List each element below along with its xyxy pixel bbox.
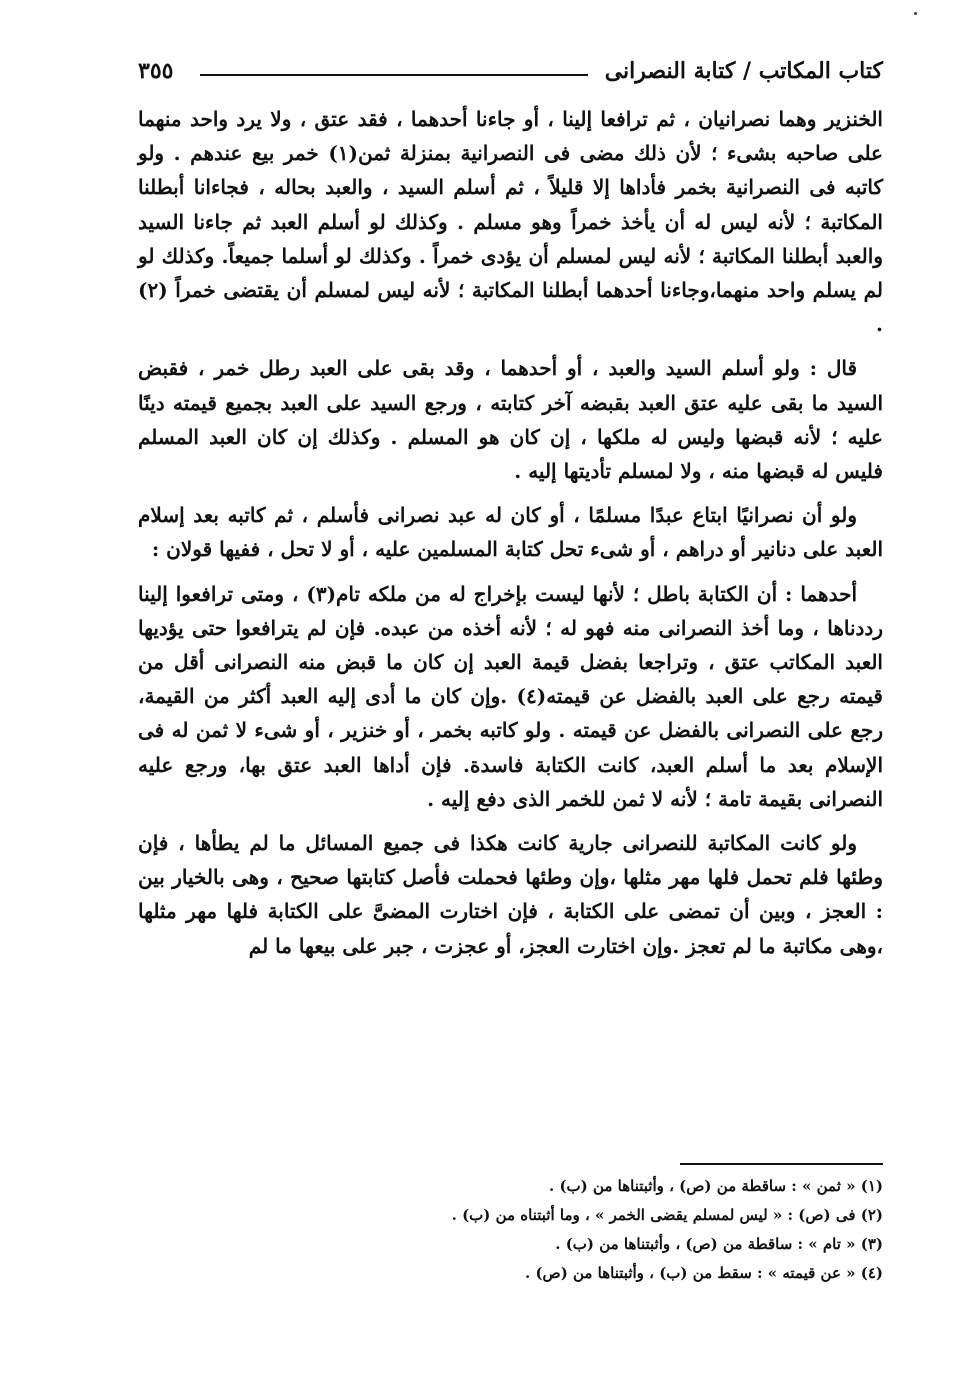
paragraph <box>138 351 883 488</box>
paragraph <box>138 498 883 566</box>
footnote: (٣) « تام » : ساقطة من (ص) ، وأثبتناها من (ب) . <box>555 1235 883 1253</box>
paragraph <box>138 826 883 963</box>
footnote: (١) « ثمن » : ساقطة من (ص) ، وأثبتناها من (ب) . <box>549 1177 883 1195</box>
paragraph-text: : أن الكتابة باطل ؛ لأنها ليست بإخراج له من ملكه تام(٣) ، ومتى ترافعوا إلينا رددناها ، وما أخذ النصرانى منه فهو له ؛ لأنه أخذه من عبده. فإن لم يترافعوا حتى يؤديها العبد المكاتب عتق ، وتراجعا بفضل قيمة العبد إن كان ما قبض منه النصرانى أقل من قيمته رجع على العبد بالفضل عن قيمته(٤) .وإن كان ما أدى إليه العبد أكثر من القيمة، رجع على النصرانى بالفضل عن قيمته . ولو كاتبه بخمر ، أو خنزير ، أو شىء لا ثمن له فى الإسلام بعد ما أسلم العبد، كانت الكتابة فاسدة. فإن أداها العبد عتق بها، ورجع عليه النصرانى بقيمة تامة ؛ لأنه لا ثمن للخمر الذى دفع إليه . <box>138 581 883 811</box>
paragraph-lead: قال <box>826 356 857 381</box>
running-title: كتاب المكاتب / كتابة النصرانى <box>604 58 883 84</box>
footnote-rule <box>680 1163 883 1165</box>
paragraph-text: ولو كانت المكاتبة للنصرانى جارية كانت هكذا فى جميع المسائل ما لم يطأها ، فإن وطئها فلم تحمل فلها مهر مثلها ،وإن وطئها فحملت فأصل كتابتها صحيح ، وهى بالخيار بين : العجز ، وبين أن تمضى على الكتابة ، فإن اختارت المضىَّ على الكتابة فلها مهر مثلها ،وهى مكاتبة ما لم تعجز .وإن اختارت العجز، أو عجزت ، جبر على بيعها ما لم <box>138 831 883 958</box>
footnote: (٤) « عن قيمته » : سقط من (ب) ، وأثبتناها من (ص) . <box>525 1264 883 1282</box>
header-rule <box>200 74 588 76</box>
paragraph-text: الخنزير وهما نصرانيان ، ثم ترافعا إلينا ، أو جاءنا أحدهما ، فقد عتق ، ولا يرد واحد منهما على صاحبه بشىء ؛ لأن ذلك مضى فى النصرانية بمنزلة ثمن(١) خمر بيع عندهم . ولو كاتبه فى النصرانية بخمر فأداها إلا قليلاً ، ثم أسلم السيد ، والعبد بحاله ، فجاءانا أبطلنا المكاتبة ؛ لأنه ليس له أن يأخذ خمراً وهو مسلم . وكذلك لو أسلم العبد ثم جاءنا السيد والعبد أبطلنا المكاتبة ؛ لأنه ليس لمسلم أن يؤدى خمراً . وكذلك لو أسلما جميعاً. وكذلك لو لم يسلم واحد منهما،وجاءنا أحدهما أبطلنا المكاتبة ؛ لأنه ليس لمسلم أن يقتضى خمراً (٢) . <box>138 107 883 337</box>
paragraph <box>138 577 883 816</box>
page-number: ٣٥٥ <box>138 58 174 84</box>
paragraph-text: : ولو أسلم السيد والعبد ، أو أحدهما ، وقد بقى على العبد رطل خمر ، فقبض السيد ما بقى عليه عتق العبد بقبضه آخر كتابته ، ورجع السيد على العبد بجميع قيمته دينًا عليه ؛ لأنه قبضها وليس له ملكها ، إن كان هو المسلم . وكذلك إن كان العبد المسلم فليس له قبضها منه ، ولا لمسلم تأديتها إليه . <box>138 356 883 484</box>
main-text <box>138 102 883 973</box>
footnote: (٢) فى (ص) : « ليس لمسلم يقضى الخمر » ، وما أثبتناه من (ب) . <box>451 1206 883 1224</box>
scan-speck <box>914 12 917 15</box>
paragraph-lead: أحدهما <box>800 581 857 606</box>
paragraph <box>138 102 883 341</box>
footnotes <box>138 1172 883 1288</box>
paragraph-text: ولو أن نصرانيًا ابتاع عبدًا مسلمًا ، أو كان له عبد نصرانى فأسلم ، ثم كاتبه بعد إسلام العبد على دنانير أو دراهم ، أو شىء تحل كتابة المسلمين عليه ، أو لا تحل ، ففيها قولان : <box>138 503 883 562</box>
running-header <box>138 54 883 94</box>
